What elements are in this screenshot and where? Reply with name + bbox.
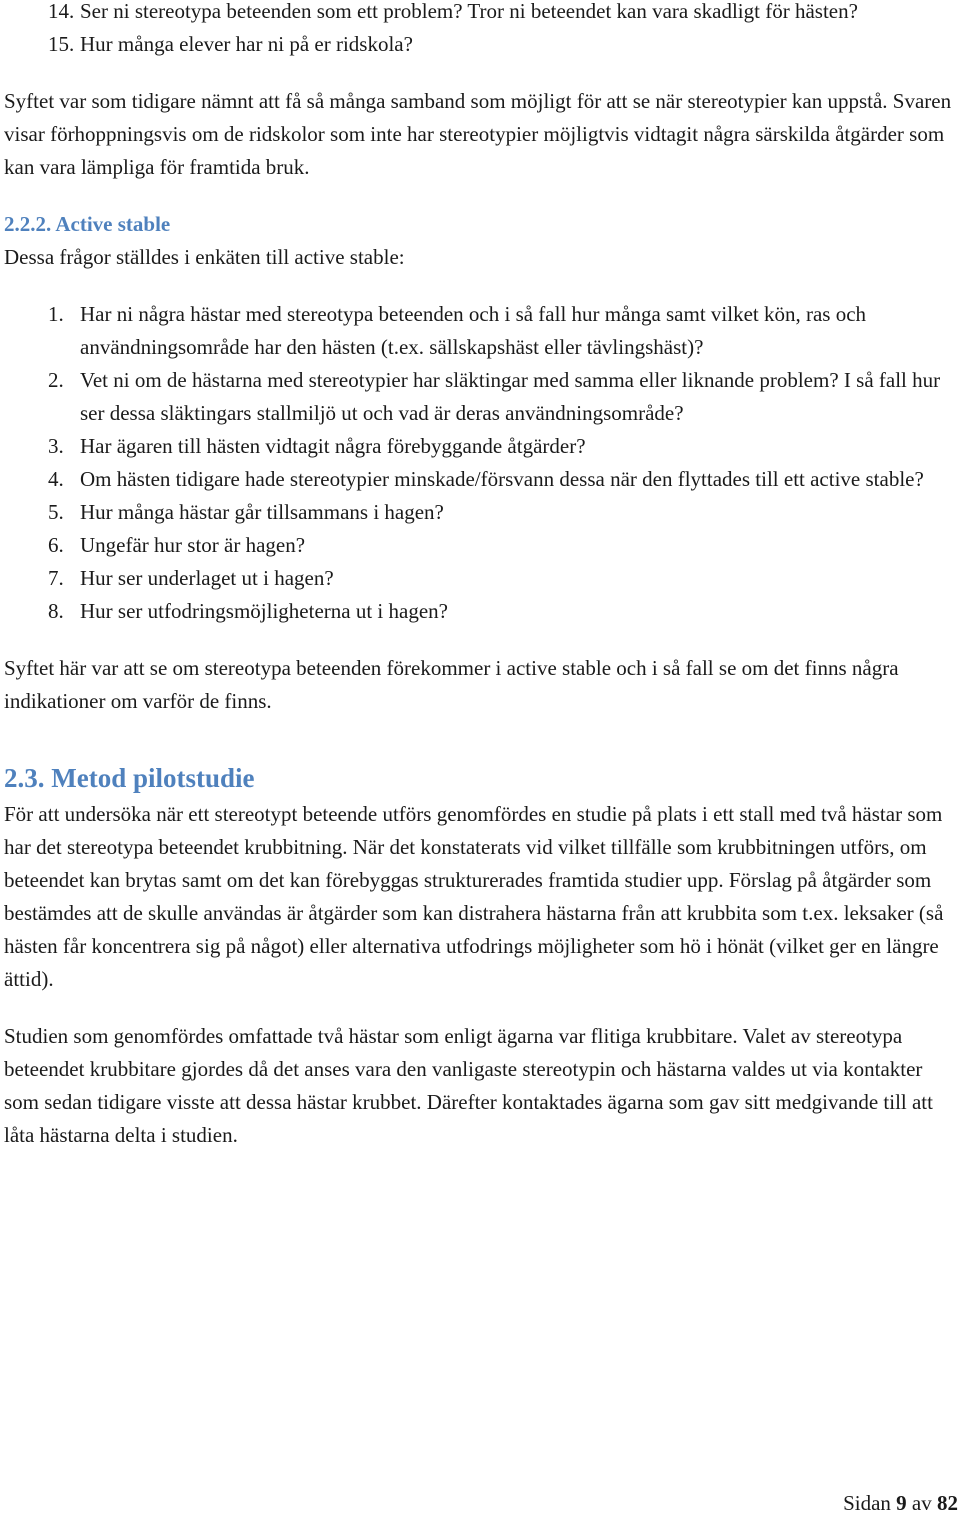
list-item-text: Hur många elever har ni på er ridskola? <box>80 32 413 56</box>
paragraph-purpose-riding-schools: Syftet var som tidigare nämnt att få så många samband som möjligt för att se när stereotypier kan uppstå. Svaren visar förhoppningsvis om de ridskolor som inte har stereotypier möjligtvis vidtagit några särskilda åtgärder som kan vara lämpliga för framtida bruk. <box>4 89 952 179</box>
paragraph-pilot-study-horses: Studien som genomfördes omfattade två hästar som enligt ägarna var flitiga krubbitare. Valet av stereotypa beteendet krubbitare gjordes då det anses vara den vanligaste stereotypin och hästarna valdes ut via kontakter som sedan tidigare visste att dessa hästar krubbet. Därefter kontaktades ägarna som gav sitt medgivande till att låta hästarna delta i studien. <box>4 1024 933 1147</box>
page-number-footer <box>843 1490 958 1516</box>
page-content <box>4 0 956 1152</box>
list-item <box>4 463 956 496</box>
list-item-number: 5. <box>48 500 64 524</box>
list-item-text: Ser ni stereotypa beteenden som ett problem? Tror ni beteendet kan vara skadligt för hästen? <box>80 0 858 23</box>
list-item-text: Ungefär hur stor är hagen? <box>80 533 306 557</box>
list-item-text: Har ägaren till hästen vidtagit några förebyggande åtgärder? <box>80 434 586 458</box>
active-stable-questions <box>4 298 956 628</box>
list-item <box>4 0 956 28</box>
paragraph-purpose-active-stable: Syftet här var att se om stereotypa beteenden förekommer i active stable och i så fall se om det finns några indikationer om varför de finns. <box>4 656 899 713</box>
list-item <box>4 529 956 562</box>
section-heading-active-stable: 2.2.2. Active stable <box>4 212 171 236</box>
list-item <box>4 595 956 628</box>
list-item-number: 7. <box>48 566 64 590</box>
list-item <box>4 496 956 529</box>
list-item <box>4 298 956 364</box>
list-item-number: 8. <box>48 599 64 623</box>
list-item-text: Hur ser utfodringsmöjligheterna ut i hagen? <box>80 599 448 623</box>
footer-current-page: 9 <box>896 1491 907 1515</box>
list-item <box>4 562 956 595</box>
footer-middle: av <box>911 1491 932 1515</box>
list-item <box>4 364 956 430</box>
list-item-number: 15. <box>48 32 75 56</box>
list-item-text: Hur ser underlaget ut i hagen? <box>80 566 334 590</box>
list-item-number: 1. <box>48 302 64 326</box>
section-intro: Dessa frågor ställdes i enkäten till active stable: <box>4 245 405 269</box>
list-item <box>4 28 956 61</box>
list-item-number: 3. <box>48 434 64 458</box>
list-item-text: Har ni några hästar med stereotypa beteenden och i så fall hur många samt vilket kön, ras och användningsområde har den hästen (t.ex. sällskapshäst eller tävlingshäst)? <box>80 302 867 359</box>
list-item-text: Om hästen tidigare hade stereotypier minskade/försvann dessa när den flyttades till ett active stable? <box>80 467 924 491</box>
footer-prefix: Sidan <box>843 1491 891 1515</box>
section-heading-pilot-study: 2.3. Metod pilotstudie <box>4 763 255 793</box>
list-item-text: Hur många hästar går tillsammans i hagen? <box>80 500 444 524</box>
list-item-number: 2. <box>48 368 64 392</box>
list-item-number: 6. <box>48 533 64 557</box>
questionnaire-list-continued <box>4 0 956 61</box>
paragraph-pilot-method: För att undersöka när ett stereotypt beteende utförs genomfördes en studie på plats i ett stall med två hästar som har det stereotypa beteendet krubbitning. När det konstaterats vid vilket tillfälle som krubbitningen utförs, om beteendet kan brytas samt om det kan förebyggas strukturerades framtida studier upp. Förslag på åtgärder som bestämdes att de skulle användas är åtgärder som kan distrahera hästarna från att krubbita som t.ex. leksaker (så hästen får koncentrera sig på något) eller alternativa utfodrings möjligheter som hö i hönät (vilket ger en längre ättid). <box>4 802 944 991</box>
list-item-text: Vet ni om de hästarna med stereotypier har släktingar med samma eller liknande problem? I så fall hur ser dessa släktingars stallmiljö ut och vad är deras användningsområde? <box>80 368 941 425</box>
list-item-number: 4. <box>48 467 64 491</box>
footer-total-pages: 82 <box>937 1491 958 1515</box>
list-item-number: 14. <box>48 0 75 23</box>
list-item <box>4 430 956 463</box>
